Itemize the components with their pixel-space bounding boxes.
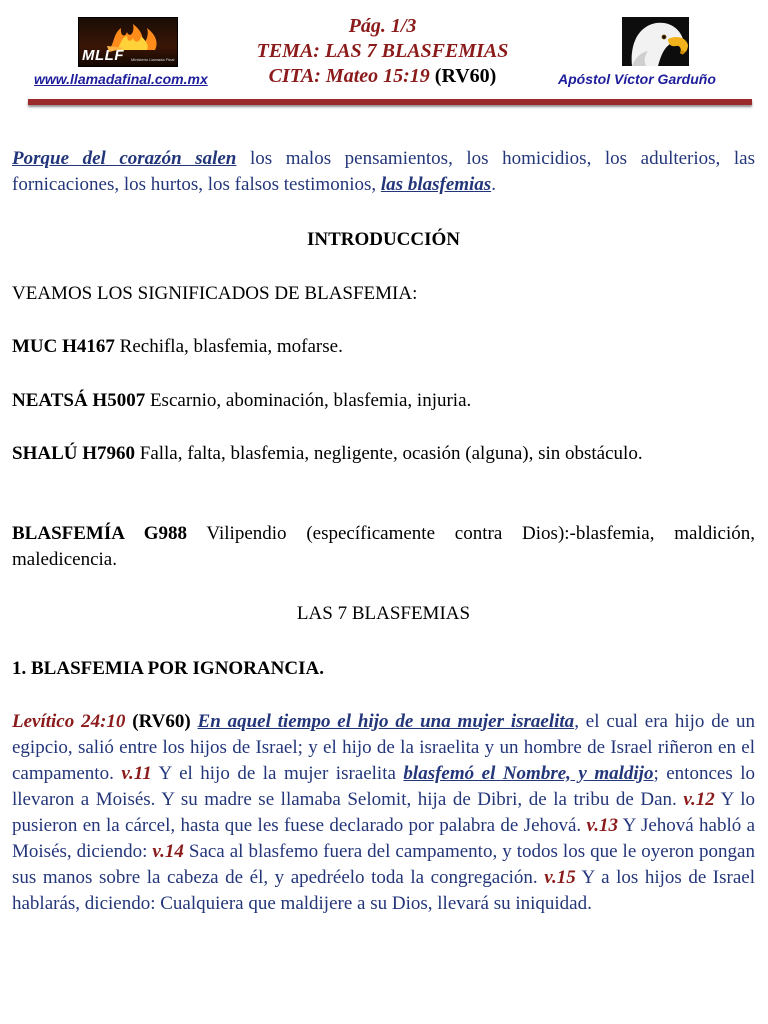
verse-text: Y el hijo de la mujer israelita [151,763,404,784]
eagle-photo [622,17,689,66]
verse-number: v.12 [683,789,715,810]
logo-text: MLLF [82,47,124,64]
definition-text: Rechifla, blasfemia, mofarse. [114,336,343,357]
citation-ref: CITA: Mateo 15:19 [268,65,430,87]
logo-subtitle: Ministerio Llamada Final [131,57,175,62]
definition-text: Escarnio, abominación, blasfemia, injuria. [145,390,472,411]
verse-text: , el cual era hijo de un egipcio, salió entre los hijos de Israel; y el hijo de la israelita y un hombre de Israel riñeron en el campamento. [12,711,755,784]
verse-number: v.14 [152,841,184,862]
definition-text: Vilipendio (específicamente contra Dios):-blasfemia, maldición, maledicencia. [12,523,755,570]
definition-term: NEATSÁ H5007 [12,390,146,411]
verse-reference: Levítico 24:10 [12,711,126,732]
verse-text: Y a los hijos de Israel hablarás, diciendo: Cualquiera que maldijere a su Dios, llevará su iniquidad. [12,867,755,914]
intro-verse-text-1: los malos pensamientos, los homicidios, los adulterios, las fornicaciones, los hurtos, los falsos testimonios, [12,148,755,195]
citation-version: (RV60) [434,65,497,87]
intro-verse-text-2: . [491,174,496,195]
verse-text: Y lo pusieron en la cárcel, hasta que les fuese declarado por palabra de Jehová. [12,789,756,836]
verse-version: (RV60) [125,711,198,732]
definition-text: Falla, falta, blasfemia, negligente, ocasión (alguna), sin obstáculo. [135,443,643,464]
header-divider [28,99,752,105]
citation [200,64,565,89]
verse-text: Y Jehová habló a Moisés, diciendo: [12,815,755,862]
definition-neatsa [12,388,755,414]
page-number: Pág. 1/3 [348,15,417,37]
eagle-icon [622,17,689,66]
definition-muc [12,334,755,360]
definition-term: BLASFEMÍA G988 [12,523,187,544]
intro-verse-link-1: Porque del corazón salen [12,148,237,169]
theme-title: TEMA: LAS 7 BLASFEMIAS [256,40,509,62]
ministry-logo [78,17,178,67]
verse-link-2: blasfemó el Nombre, y maldijo [403,763,654,784]
verse-number: v.11 [121,763,152,784]
verse-text: ; entonces lo llevaron a Moisés. Y su madre se llamaba Selomit, hija de Dibri, de la tribu de Dan. [12,763,755,810]
definition-term: MUC H4167 [12,336,115,357]
introduccion-heading: INTRODUCCIÓN [306,229,461,250]
intro-verse [12,146,755,198]
significados-heading: VEAMOS LOS SIGNIFICADOS DE BLASFEMIA: [12,283,418,304]
definition-blasfemia [12,521,755,573]
levitico-passage [12,709,755,917]
verse-number: v.15 [544,867,576,888]
verse-number: v.13 [586,815,618,836]
verse-link-1: En aquel tiempo el hijo de una mujer israelita [197,711,575,732]
definition-shalu [12,441,755,467]
author-name: Apóstol Víctor Garduño [558,71,716,87]
intro-verse-link-2: las blasfemias [380,174,492,195]
site-url-link[interactable]: www.llamadafinal.com.mx [34,71,208,87]
verse-text: Saca al blasfemo fuera del campamento, y todos los que le oyeron pongan sus manos sobre la cabeza de él, y apedréelo toda la congregación. [12,841,755,888]
definition-term: SHALÚ H7960 [12,443,135,464]
point-1-heading: 1. BLASFEMIA POR IGNORANCIA. [12,658,324,679]
section-title: LAS 7 BLASFEMIAS [296,603,471,624]
